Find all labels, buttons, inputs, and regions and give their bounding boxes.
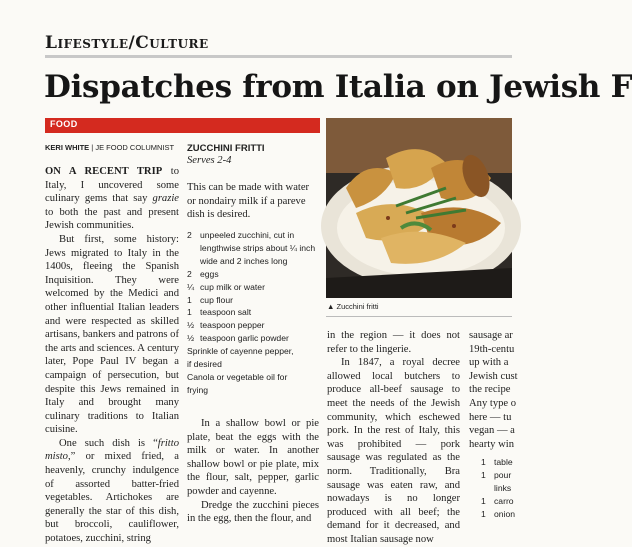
ingredient-row: Sprinkle of cayenne pepper,: [187, 346, 294, 357]
photo-caption: ▲ Zucchini fritti: [327, 302, 379, 311]
ingredient-row: 1 carro: [481, 495, 514, 506]
byline: [45, 143, 174, 152]
second-ingredient-list: [481, 456, 515, 521]
ingredient-row: ½ teaspoon pepper: [187, 320, 265, 331]
ingredient-row: links: [494, 482, 512, 493]
ingredient-row: 2 eggs: [187, 268, 219, 279]
food-photo-illustration: [326, 118, 512, 298]
article-column-1: [45, 165, 179, 546]
section-divider: [45, 55, 512, 58]
article-column-4: [469, 329, 529, 451]
paragraph: in the region — it does not refer to the lingerie.: [327, 330, 460, 355]
text-line: up with a: [469, 357, 509, 369]
article-column-3: [327, 329, 460, 547]
byline-separator: |: [91, 143, 96, 152]
ingredient-row: ¼ cup milk or water: [187, 281, 265, 292]
ingredient-list: [187, 229, 322, 397]
category-banner: [45, 118, 320, 133]
text-line: 19th-centu: [469, 343, 515, 355]
text-line: Any type o: [469, 397, 517, 409]
ingredient-row: Canola or vegetable oil for: [187, 371, 288, 382]
ingredient-row: 1 pour: [481, 469, 512, 480]
ingredient-row: 1 table: [481, 457, 513, 467]
ingredient-row: 1 cup flour: [187, 294, 233, 305]
section-label: Lifestyle/Culture: [45, 33, 209, 53]
recipe-steps: [187, 417, 319, 526]
paragraph: But first, some history: Jews migrated to Italy in the 1400s, fleeing the Spanish Inquisition. They were welcomed by the Medici and other influential Italian leaders and were respected as skilled artisans, bankers and patrons of the arts and sciences. A century later, Pope Paul IV began a campaign of persecution, but despite this Jews remained in Italy and brought many culinary traditions to Italian cuisine.: [45, 233, 179, 436]
byline-author: KERI WHITE: [45, 143, 90, 152]
paragraph: ON A RECENT TRIP to Italy, I uncovered some culinary gems that say grazie to both the past and present Jewish communities.: [45, 166, 179, 232]
caption-divider: [326, 316, 512, 317]
category-label: FOOD: [50, 119, 78, 129]
text-line: Jewish cust: [469, 370, 518, 382]
ingredient-row: 1 onion: [481, 508, 516, 519]
ingredient-row-continued: frying: [187, 384, 209, 395]
ingredient-row-continued: if desired: [187, 359, 222, 370]
ingredient-row: 1 teaspoon salt: [187, 307, 252, 318]
headline: Dispatches from Italia on Jewish F: [44, 69, 632, 105]
text-line: the recipe: [469, 384, 511, 396]
paragraph: Dredge the zucchini pieces in the egg, then the flour, and: [187, 499, 319, 525]
lead-in: ON A RECENT TRIP: [45, 166, 163, 177]
recipe-intro: This can be made with water or nondairy milk if a pareve dish is desired.: [187, 182, 310, 221]
text-line: here — tu: [469, 411, 512, 423]
text-line: sausage ar: [469, 330, 513, 341]
ingredient-row: 2 unpeeled zucchini, cut in lengthwise strips about ¼ inch wide and 2 inches long: [187, 230, 316, 266]
paragraph: One such dish is “fritto misto,” or mixed fried, a heavenly, crunchy indulgence of assorted batter-fried vegetables. Artichokes are generally the star of this dish, but broccoli, cauliflower, potatoes, zucchini, string: [45, 437, 179, 545]
recipe-title: ZUCCHINI FRITTI: [187, 143, 265, 154]
byline-role: JE FOOD COLUMNIST: [95, 143, 175, 152]
zucchini-fritti-photo: [326, 118, 512, 298]
recipe-serves: Serves 2-4: [187, 155, 232, 166]
paragraph: In 1847, a royal decree allowed local butchers to produce all-beef sausage to meet the needs of the Jewish community, which eschewed pork. In the rest of Italy, this was prohibited — pork sausage was regulated as the norm. Traditionally, Bra sausage was eaten raw, and nowadays is no longer produced with all beef; the demand for it decreased, and most Italian sausage now: [327, 357, 460, 545]
text-line: hearty win: [469, 438, 515, 450]
paragraph: In a shallow bowl or pie plate, beat the eggs with the milk or water. In another shallow bowl or pie plate, mix the flour, salt, pepper, garlic powder and cayenne.: [187, 418, 319, 497]
text-line: vegan — a: [469, 425, 515, 437]
ingredient-row: ½ teaspoon garlic powder: [187, 333, 289, 344]
